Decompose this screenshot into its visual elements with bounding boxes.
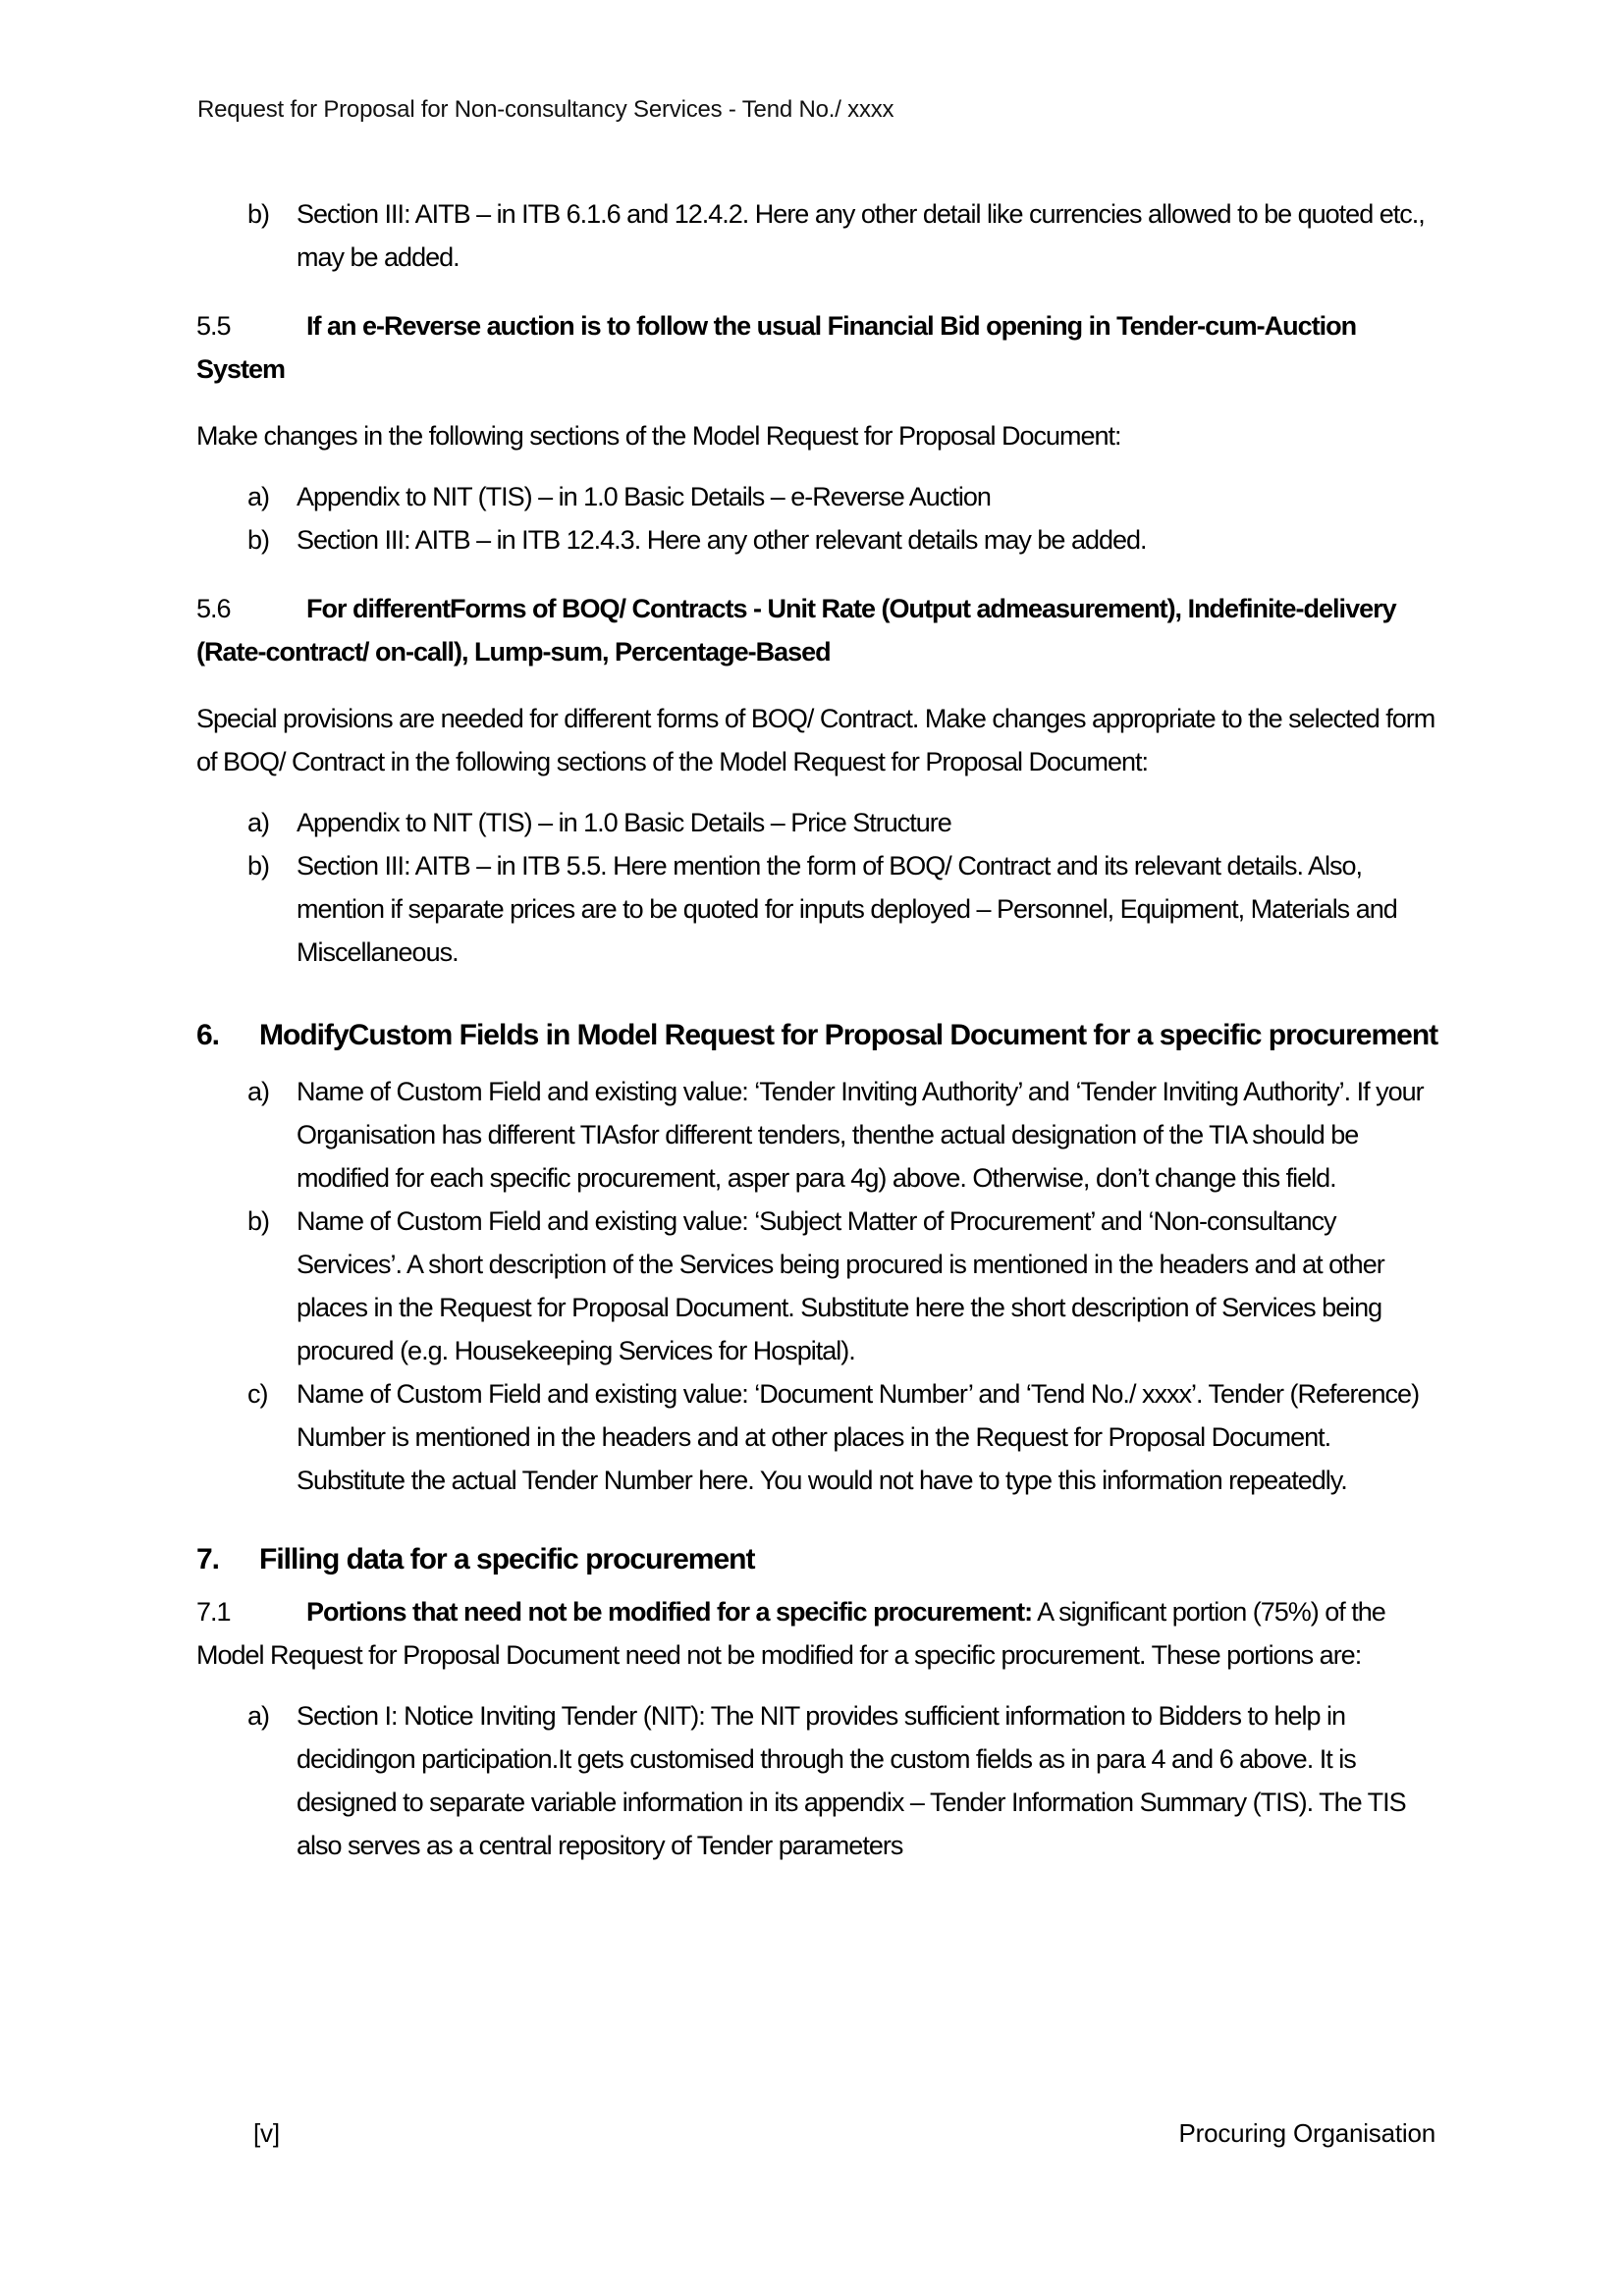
para-5-6: Special provisions are needed for different forms of BOQ/ Contract. Make changes appropriate to the selected form of BOQ/ Contract in the following sections of the Model Request for Proposal Document: [196,704,1435,776]
heading-7-number: 7. [196,1543,220,1575]
heading-5-6-number: 5.6 [196,594,231,623]
list-text: Name of Custom Field and existing value: ‘Document Number’ and ‘Tend No./ xxxx’. Tender (Reference) Number is mentioned in the headers and at other places in the Request for Proposal Document. Substitute the actual Tender Number here. You would not have to type this information repeatedly. [297,1379,1420,1495]
heading-6-title: ModifyCustom Fields in Model Request for Proposal Document for a specific procurement [259,1019,1438,1051]
footer-organisation: Procuring Organisation [1178,2118,1435,2148]
heading-5-6-title: For differentForms of BOQ/ Contracts - Unit Rate (Output admeasurement), Indefinite-delivery (Rate-contract/ on-call), Lump-sum, Percentage-Based [196,594,1396,667]
list-text: Name of Custom Field and existing value: ‘Subject Matter of Procurement’ and ‘Non-consultancy Services’. A short description of the Services being procured is mentioned in the headers and at other places in the Request for Proposal Document. Substitute here the short description of Services being procured (e.g. Housekeeping Services for Hospital). [297,1206,1384,1365]
heading-6 [196,1007,1443,1064]
heading-7 [196,1531,1443,1588]
list-marker: b) [247,525,270,555]
list-5-5 [196,475,1443,561]
list-item-intro-b [196,192,1443,279]
para-7-1-rest: A significant portion (75%) of the Model Request for Proposal Document need not be modified for a specific procurement. These portions are: [196,1597,1385,1670]
list-text: Section III: AITB – in ITB 12.4.3. Here any other relevant details may be added. [297,525,1147,555]
list-item [196,1372,1443,1502]
list-text: Name of Custom Field and existing value: ‘Tender Inviting Authority’ and ‘Tender Inviting Authority’. If your Organisation has different TIAsfor different tenders, thenthe actual designation of the TIA should be modified for each specific procurement, asper para 4g) above. Otherwise, don’t change this field. [297,1077,1424,1193]
list-marker: b) [247,199,270,229]
document-body [196,192,1443,1867]
heading-5-5-title: If an e-Reverse auction is to follow the usual Financial Bid opening in Tender-cum-Auction System [196,311,1357,384]
list-text: Section I: Notice Inviting Tender (NIT): The NIT provides sufficient information to Bidders to help in decidingon participation.It gets customised through the custom fields as in para 4 and 6 above. It is designed to separate variable information in its appendix – Tender Information Summary (TIS). The TIS also serves as a central repository of Tender parameters [297,1701,1406,1860]
list-item [196,475,1443,518]
list-text: Section III: AITB – in ITB 6.1.6 and 12.4.2. Here any other detail like currencies allowed to be quoted etc., may be added. [297,199,1425,272]
heading-5-5 [196,304,1443,391]
list-marker: a) [247,482,270,511]
para-7-1-lead: Portions that need not be modified for a specific procurement: [306,1597,1033,1627]
page-header [197,96,1434,124]
list-marker: a) [247,1701,270,1731]
list-marker: a) [247,1077,270,1106]
list-item [196,518,1443,561]
list-marker: b) [247,851,270,881]
heading-7-title: Filling data for a specific procurement [259,1543,755,1575]
footer-page-mark: [v] [253,2118,280,2148]
list-marker: a) [247,808,270,837]
list-text: Appendix to NIT (TIS) – in 1.0 Basic Details – e-Reverse Auction [297,482,991,511]
heading-5-5-number: 5.5 [196,311,231,341]
list-text: Section III: AITB – in ITB 5.5. Here mention the form of BOQ/ Contract and its relevant details. Also, mention if separate prices are to be quoted for inputs deployed – Personnel, Equipment, Materials and Miscellaneous. [297,851,1397,967]
page-footer [196,2118,1435,2149]
list-item [196,1070,1443,1200]
heading-5-6 [196,587,1443,673]
heading-6-number: 6. [196,1019,220,1051]
list-6 [196,1070,1443,1502]
para-7-1-number: 7.1 [196,1597,231,1627]
list-item [196,801,1443,844]
list-text: Appendix to NIT (TIS) – in 1.0 Basic Details – Price Structure [297,808,951,837]
para-7-1 [196,1590,1443,1677]
para-5-5: Make changes in the following sections of the Model Request for Proposal Document: [196,421,1121,451]
list-item [196,844,1443,974]
list-item [196,1694,1443,1867]
list-marker: c) [247,1379,268,1409]
list-5-6 [196,801,1443,974]
list-item [196,1200,1443,1372]
list-7 [196,1694,1443,1867]
list-marker: b) [247,1206,270,1236]
header-title: Request for Proposal for Non-consultancy Services - Tend No./ xxxx [197,96,894,123]
